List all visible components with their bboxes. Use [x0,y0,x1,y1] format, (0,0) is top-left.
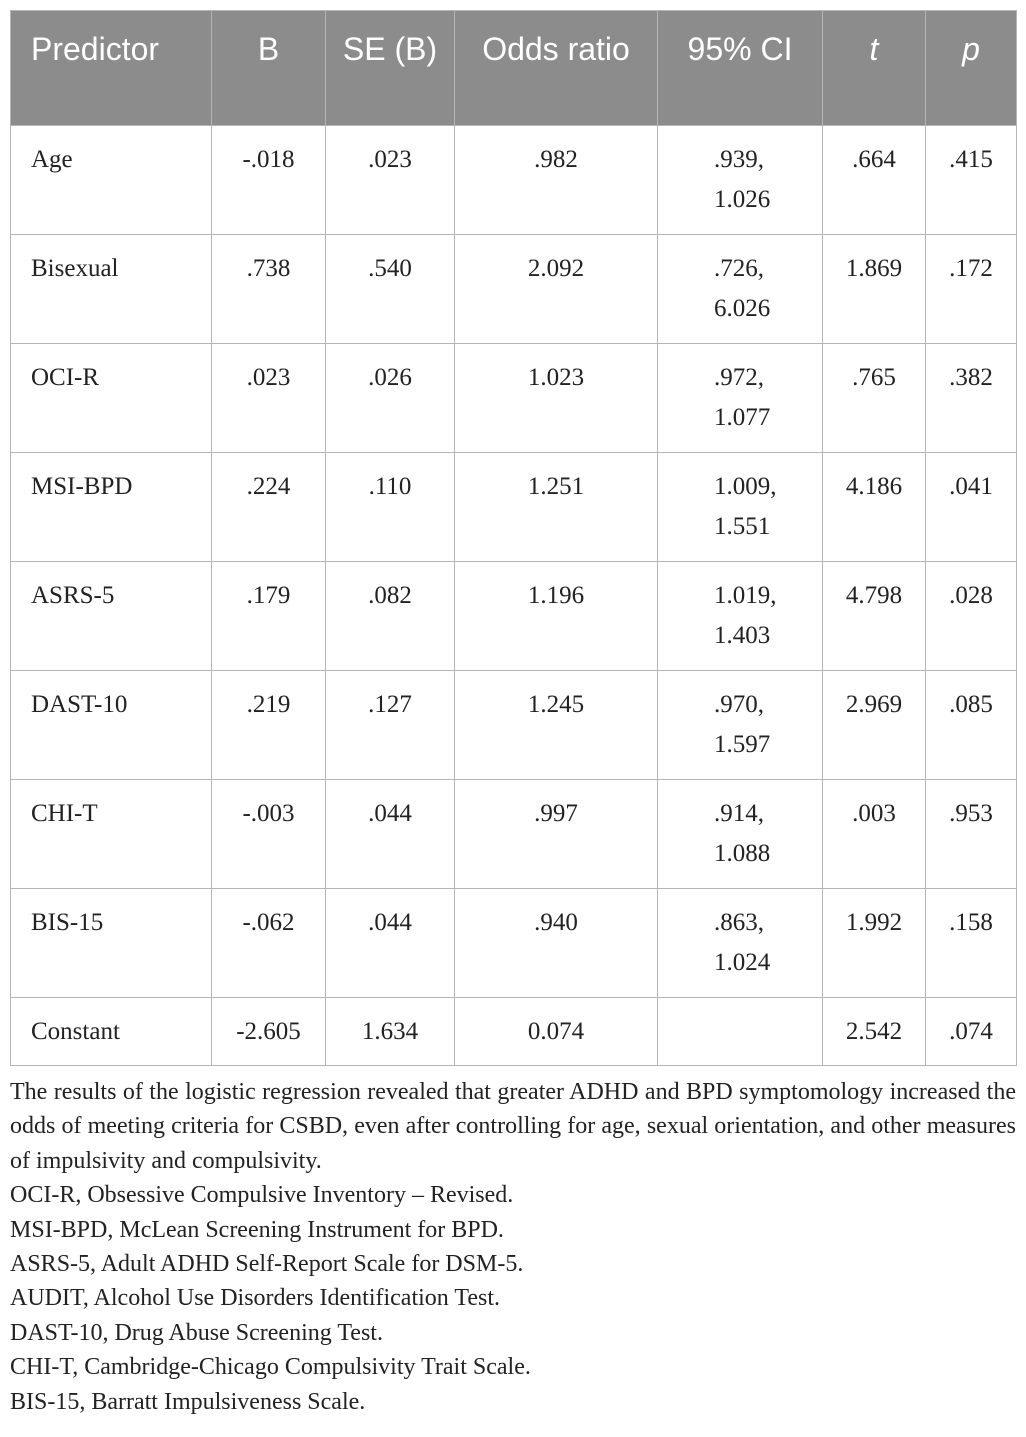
b-cell: -.003 [212,780,326,889]
ci-upper: 1.024 [714,949,771,976]
abbreviation-note: CHI-T, Cambridge-Chicago Compulsivity Trait Scale. [10,1354,531,1381]
regression-table [10,10,1017,1066]
table-row [11,998,1017,1066]
ci-cell [658,562,823,671]
predictor-cell: CHI-T [11,780,212,889]
ci-lower: .863, [714,909,764,936]
ci-lower: .726, [714,255,764,282]
se-cell: 1.634 [326,998,455,1066]
p-cell: .085 [926,671,1017,780]
se-cell: .127 [326,671,455,780]
odds-ratio-cell: .997 [455,780,658,889]
b-cell: .219 [212,671,326,780]
predictor-cell: Age [11,126,212,235]
p-cell: .041 [926,453,1017,562]
se-cell: .026 [326,344,455,453]
abbreviation-list [10,1178,1016,1419]
b-cell: -2.605 [212,998,326,1066]
table-row [11,562,1017,671]
ci-cell [658,453,823,562]
header-predictor: Predictor [11,11,212,126]
t-cell: 4.798 [823,562,926,671]
ci-upper: 6.026 [714,295,771,322]
ci-upper: 1.088 [714,840,771,867]
abbreviation-note: DAST-10, Drug Abuse Screening Test. [10,1319,383,1346]
table-header-row [11,11,1017,126]
p-cell: .382 [926,344,1017,453]
odds-ratio-cell: 1.251 [455,453,658,562]
p-cell: .028 [926,562,1017,671]
table-footnotes [10,1075,1016,1419]
ci-cell [658,344,823,453]
ci-cell [658,671,823,780]
predictor-cell: BIS-15 [11,889,212,998]
se-cell: .540 [326,235,455,344]
t-cell: 4.186 [823,453,926,562]
abbreviation-note: OCI-R, Obsessive Compulsive Inventory – Revised. [10,1182,514,1209]
odds-ratio-cell: 0.074 [455,998,658,1066]
ci-cell [658,889,823,998]
p-cell: .172 [926,235,1017,344]
se-cell: .044 [326,780,455,889]
summary-note: The results of the logistic regression revealed that greater ADHD and BPD symptomology increased the odds of meeting criteria for CSBD, even after controlling for age, sexual orientation, and other measures of impulsivity and compulsivity. [10,1079,1016,1174]
table-row [11,671,1017,780]
b-cell: -.062 [212,889,326,998]
ci-upper: 1.551 [714,513,771,540]
b-cell: -.018 [212,126,326,235]
header-odds-ratio: Odds ratio [455,11,658,126]
header-ci: 95% CI [658,11,823,126]
ci-lower: .914, [714,800,764,827]
abbreviation-note: BIS-15, Barratt Impulsiveness Scale. [10,1388,366,1415]
odds-ratio-cell: .940 [455,889,658,998]
predictor-cell: ASRS-5 [11,562,212,671]
table-body [11,126,1017,1066]
ci-upper: 1.403 [714,622,771,649]
abbreviation-note: ASRS-5, Adult ADHD Self-Report Scale for DSM-5. [10,1251,524,1278]
ci-upper: 1.026 [714,186,771,213]
abbreviation-note: MSI-BPD, McLean Screening Instrument for BPD. [10,1216,504,1243]
header-t: t [823,11,926,126]
p-cell: .415 [926,126,1017,235]
predictor-cell: Constant [11,998,212,1066]
ci-cell [658,126,823,235]
t-cell: .003 [823,780,926,889]
ci-lower: 1.019, [714,582,777,609]
odds-ratio-cell: .982 [455,126,658,235]
se-cell: .023 [326,126,455,235]
table-row [11,344,1017,453]
predictor-cell: Bisexual [11,235,212,344]
t-cell: 1.992 [823,889,926,998]
abbreviation-note: AUDIT, Alcohol Use Disorders Identification Test. [10,1285,500,1312]
ci-cell [658,780,823,889]
t-cell: 1.869 [823,235,926,344]
regression-table-container [10,10,1016,1419]
t-cell: 2.542 [823,998,926,1066]
se-cell: .082 [326,562,455,671]
se-cell: .044 [326,889,455,998]
predictor-cell: OCI-R [11,344,212,453]
header-p: p [926,11,1017,126]
header-se: SE (B) [326,11,455,126]
p-cell: .953 [926,780,1017,889]
se-cell: .110 [326,453,455,562]
b-cell: .224 [212,453,326,562]
ci-cell [658,998,823,1066]
b-cell: .179 [212,562,326,671]
odds-ratio-cell: 2.092 [455,235,658,344]
ci-lower: .939, [714,146,764,173]
b-cell: .738 [212,235,326,344]
ci-lower: .972, [714,364,764,391]
t-cell: .765 [823,344,926,453]
table-row [11,235,1017,344]
odds-ratio-cell: 1.023 [455,344,658,453]
t-cell: 2.969 [823,671,926,780]
ci-lower: 1.009, [714,473,777,500]
ci-lower: .970, [714,691,764,718]
table-row [11,780,1017,889]
ci-upper: 1.077 [714,404,771,431]
t-cell: .664 [823,126,926,235]
p-cell: .158 [926,889,1017,998]
table-row [11,889,1017,998]
predictor-cell: DAST-10 [11,671,212,780]
odds-ratio-cell: 1.245 [455,671,658,780]
ci-upper: 1.597 [714,731,771,758]
p-cell: .074 [926,998,1017,1066]
table-row [11,453,1017,562]
ci-cell [658,235,823,344]
header-b: B [212,11,326,126]
predictor-cell: MSI-BPD [11,453,212,562]
table-row [11,126,1017,235]
b-cell: .023 [212,344,326,453]
odds-ratio-cell: 1.196 [455,562,658,671]
